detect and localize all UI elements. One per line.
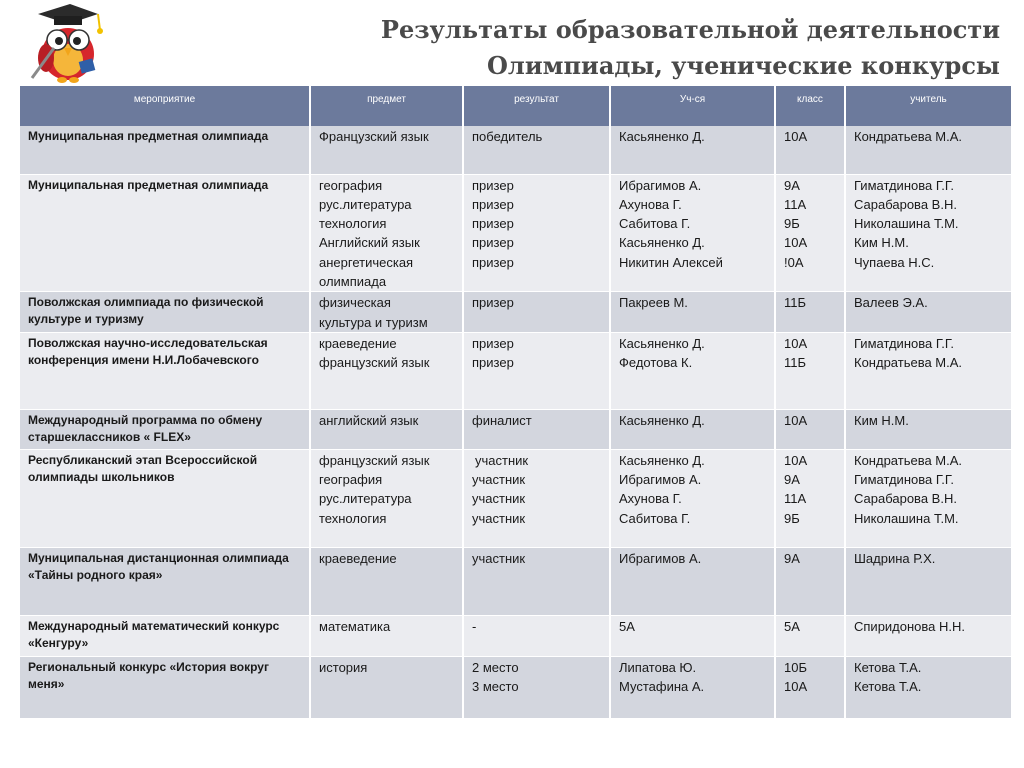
page-title-line2: Олимпиады, ученические конкурсы [487,51,1000,80]
result-value: участник [472,472,526,488]
event-name: Республиканский этап Всероссийской олимпиады школьников [28,452,258,484]
grade-value: 10А [784,335,808,351]
teacher-value: Валеев Э.А. [854,295,928,311]
cell-result [463,126,610,174]
column-header-subject: предмет [310,86,463,126]
teacher-value: Кондратьева М.А. [854,452,963,468]
student-value: Ибрагимов А. [619,472,702,488]
grade-value: 11Б [784,295,807,311]
cell-grade [775,126,845,174]
cell-teacher [845,332,1012,409]
event-name: Международный программа по обмену старшеклассников « FLEX» [28,412,263,444]
cell-student [610,332,775,409]
subject-value: французский язык [319,355,430,371]
cell-teacher [845,292,1012,333]
cell-student [610,174,775,292]
cell-teacher [845,449,1012,547]
subject-value: география [319,177,383,193]
student-value: Касьяненко Д. [619,452,705,468]
grade-value: 9А [784,472,800,488]
result-value: 2 место [472,659,519,675]
grade-value: 11Б [784,355,807,371]
student-value: Ахунова Г. [619,491,682,507]
student-value: Касьяненко Д. [619,235,705,251]
student-value: Ибрагимов А. [619,177,702,193]
grade-value: 9Б [784,510,800,526]
cell-grade [775,332,845,409]
cell-student [610,126,775,174]
grade-value: 10Б [784,659,807,675]
cell-event [20,409,310,449]
cell-result [463,547,610,615]
cell-subject [310,615,463,656]
event-name: Муниципальная предметная олимпиада [28,177,269,192]
student-value: Мустафина А. [619,679,705,695]
student-value: Сабитова Г. [619,216,691,232]
cell-teacher [845,409,1012,449]
event-name: Муниципальная предметная олимпиада [28,129,269,143]
cell-student [610,547,775,615]
subject-value: Французский язык [319,129,429,144]
table-row [20,174,1012,292]
cell-student [610,449,775,547]
event-name: Международный математический конкурс «Кенгуру» [28,618,280,650]
subject-value: география [319,472,383,488]
result-value: призер [472,216,514,232]
cell-grade [775,449,845,547]
subject-value: история [319,659,368,675]
cell-teacher [845,126,1012,174]
teacher-value: Ким Н.М. [854,235,909,251]
student-value: Касьяненко Д. [619,335,705,351]
result-value: призер [472,254,514,270]
result-value: финалист [472,412,532,428]
cell-teacher [845,547,1012,615]
result-value: призер [472,177,514,193]
cell-student [610,409,775,449]
grade-value: 10А [784,412,808,428]
grade-value: 11А [784,491,807,507]
grade-value: 11А [784,196,807,212]
subject-value: рус.литература [319,491,412,507]
student-value: Ахунова Г. [619,196,682,212]
teacher-value: Николашина Т.М. [854,510,959,526]
student-value: Сабитова Г. [619,510,691,526]
student-value: Липатова Ю. [619,659,697,675]
result-value: призер [472,196,514,212]
cell-teacher [845,615,1012,656]
cell-result [463,409,610,449]
student-value: Касьяненко Д. [619,412,705,428]
table-header-row [20,86,1012,126]
result-value: призер [472,335,514,351]
cell-result [463,292,610,333]
grade-value: 10А [784,452,808,468]
subject-value: краеведение [319,550,397,566]
student-value: 5А [619,618,635,634]
subject-value: культура и туризм [319,314,428,330]
cell-grade [775,409,845,449]
cell-subject [310,547,463,615]
teacher-value: Кетова Т.А. [854,679,922,695]
result-value: 3 место [472,679,519,695]
cell-subject [310,126,463,174]
subject-value: технология [319,216,387,232]
result-value: призер [472,235,514,251]
cell-teacher [845,656,1012,718]
cell-grade [775,615,845,656]
teacher-value: Сарабарова В.Н. [854,196,957,212]
cell-event [20,615,310,656]
cell-grade [775,547,845,615]
subject-value: Английский язык [319,235,420,251]
subject-value: математика [319,618,391,634]
cell-subject [310,409,463,449]
grade-value: 10А [784,679,808,695]
cell-event [20,126,310,174]
cell-result [463,615,610,656]
grade-value: 5А [784,618,800,634]
subject-value: технология [319,510,387,526]
owl-graduate-icon [24,0,110,84]
teacher-value: Николашина Т.М. [854,216,959,232]
column-header-student: Уч-ся [610,86,775,126]
teacher-value: Спиридонова Н.Н. [854,618,966,634]
teacher-value: Кондратьева М.А. [854,355,963,371]
table-row [20,656,1012,718]
result-value: участник [472,491,526,507]
grade-value: 9А [784,177,800,193]
grade-value: 9Б [784,216,800,232]
student-value: Федотова К. [619,355,693,371]
result-value: участник [472,510,526,526]
subject-value: рус.литература [319,196,412,212]
table-row [20,332,1012,409]
column-header-teacher: учитель [845,86,1012,126]
cell-result [463,332,610,409]
table-row [20,292,1012,333]
teacher-value: Гиматдинова Г.Г. [854,472,954,488]
cell-student [610,292,775,333]
cell-student [610,656,775,718]
cell-student [610,615,775,656]
cell-result [463,449,610,547]
cell-subject [310,656,463,718]
cell-grade [775,292,845,333]
teacher-value: Кондратьева М.А. [854,129,963,144]
table-row [20,409,1012,449]
result-value: - [472,618,477,634]
event-name: Поволжская олимпиада по физической культуре и туризму [28,295,264,327]
cell-subject [310,449,463,547]
teacher-value: Ким Н.М. [854,412,909,428]
cell-event [20,547,310,615]
student-value: Никитин Алексей [619,254,723,270]
result-value: призер [472,295,514,311]
event-name: Региональный конкурс «История вокруг меня» [28,659,269,691]
event-name: Поволжская научно-исследовательская конференция имени Н.И.Лобачевского [28,335,268,367]
cell-teacher [845,174,1012,292]
teacher-value: Сарабарова В.Н. [854,491,957,507]
subject-value: краеведение [319,335,397,351]
cell-subject [310,292,463,333]
table-row [20,126,1012,174]
grade-value: 10А [784,235,808,251]
table-row [20,449,1012,547]
grade-value: 10А [784,129,808,144]
cell-event [20,656,310,718]
teacher-value: Гиматдинова Г.Г. [854,335,954,351]
subject-value: английский язык [319,412,419,428]
cell-event [20,292,310,333]
cell-grade [775,174,845,292]
result-value: призер [472,355,514,371]
subject-value: анергетическая [319,254,414,270]
cell-grade [775,656,845,718]
grade-value: !0А [784,254,804,270]
cell-event [20,174,310,292]
subject-value: французский язык [319,452,430,468]
result-value: победитель [472,129,543,144]
teacher-value: Гиматдинова Г.Г. [854,177,954,193]
subject-value: физическая [319,295,391,311]
column-header-grade: класс [775,86,845,126]
result-value: участник [472,550,526,566]
teacher-value: Чупаева Н.С. [854,254,935,270]
column-header-event: мероприятие [20,86,310,126]
page-title-line1: Результаты образовательной деятельности [380,15,1000,44]
results-table [20,86,1013,719]
cell-subject [310,332,463,409]
student-value: Ибрагимов А. [619,550,702,566]
student-value: Пакреев М. [619,295,688,311]
teacher-value: Шадрина Р.Х. [854,550,936,566]
table-body [20,126,1012,718]
cell-subject [310,174,463,292]
result-value: участник [475,452,529,468]
event-name: Муниципальная дистанционная олимпиада «Тайны родного края» [28,550,289,582]
grade-value: 9А [784,550,800,566]
page-title [381,12,1000,84]
cell-event [20,332,310,409]
cell-result [463,656,610,718]
table-row [20,547,1012,615]
column-header-result: результат [463,86,610,126]
teacher-value: Кетова Т.А. [854,659,922,675]
student-value: Касьяненко Д. [619,129,705,144]
table-row [20,615,1012,656]
subject-value: олимпиада [319,273,387,289]
cell-event [20,449,310,547]
cell-result [463,174,610,292]
